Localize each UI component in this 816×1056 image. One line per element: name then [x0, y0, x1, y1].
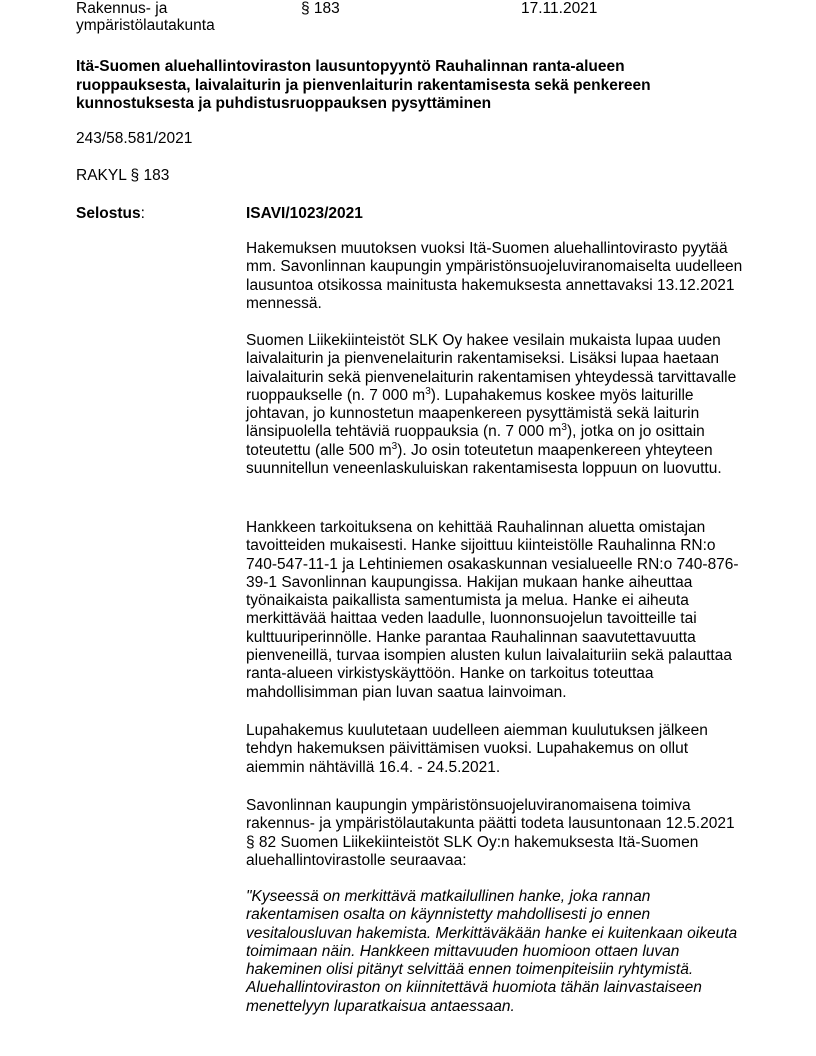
case-id: ISAVI/1023/2021 [246, 205, 363, 222]
paragraph-board-decision: Savonlinnan kaupungin ympäristönsuojeluviranomaisena toimiva rakennus- ja ympäristölautakunta päätti todeta lausuntonaan 12.5.2021 § 82 Suomen Liikekiinteistöt SLK Oy:n hakemuksesta Itä-Suomen aluehallintovirastolle seuraavaa: [246, 797, 735, 869]
header-date: 17.11.2021 [521, 0, 598, 17]
p2-part-c: ), jotka on jo osittain toteutettu (alle 500 m [246, 423, 705, 459]
header-board-name: Rakennus- ja ympäristölautakunta [76, 0, 215, 34]
paragraph-announcement: Lupahakemus kuulutetaan uudelleen aiemman kuulutuksen jälkeen tehdyn hakemuksen päivittämisen vuoksi. Lupahakemus on ollut aiemmin nähtävillä 16.4. - 24.5.2021. [246, 722, 708, 776]
selostus-label-text: Selostus [76, 205, 141, 222]
p2-part-d: ). Jo osin toteutetun maapenkereen yhteyteen suunnitellun veneenlaskuluiskan rakentamisesta loppuun on luovuttu. [246, 441, 722, 478]
superscript-3: 3 [425, 385, 431, 397]
header-section-number: § 183 [301, 0, 340, 17]
p2-part-b: ). Lupahakemus koskee myös laiturille johtavan, jo kunnostetun maapenkereen pysyttämistä sekä laiturin länsipuolella tehtäviä ruoppauksia (n. 7 000 m [246, 386, 700, 441]
paragraph-statement-quote: "Kyseessä on merkittävä matkailullinen hanke, joka rannan rakentamisen osalta on käynnistetty mahdollisesti jo ennen vesitalousluvan hakemista. Merkittäväkään hanke ei kuitenkaan oikeuta toimimaan näin. Hankkeen mittavuuden huomioon ottaen luvan hakeminen olisi pitänyt selvittää ennen toimenpiteisiin ryhtymistä. Aluehallintoviraston on kiinnitettävä huomiota tähän lainvastaiseen menettelyyn luparatkaisua antaessaan. [246, 888, 738, 1015]
paragraph-project-purpose: Hankkeen tarkoituksena on kehittää Rauhalinnan aluetta omistajan tavoitteiden mukaisesti. Hanke sijoittuu kiinteistölle Rauhalinna RN:o 740-547-11-1 ja Lehtiniemen osakaskunnan vesialueelle RN:o 740-876-39-1 Savonlinnan kaupungissa. Hakijan mukaan hanke aiheuttaa työnaikaista paikallista samentumista ja melua. Hanke ei aiheuta merkittävää haittaa veden laadulle, luonnonsuojelun tavoitteille tai kulttuuriperinnölle. Hanke parantaa Rauhalinnan saavutettavuutta pienveneillä, turvaa isompien alusten kulun laivalaituriin sekä palauttaa ranta-alueen virkistyskäyttöön. Hanke on tarkoitus toteuttaa mahdollisimman pian luvan saatua lainvoiman. [246, 519, 739, 701]
p2-part-a: Suomen Liikekiinteistöt SLK Oy hakee vesilain mukaista lupaa uuden laivalaiturin ja pienvenelaiturin rakentamiseksi. Lisäksi lupaa haetaan laivalaiturin sekä pienvenelaiturin rakentamisen yhteydessä tarvittavalle ruoppaukselle (n. 7 000 m [246, 332, 737, 404]
selostus-label: Selostus: [76, 205, 145, 222]
paragraph-application [246, 332, 746, 478]
reference-number: 243/58.581/2021 [76, 130, 193, 147]
paragraph-request: Hakemuksen muutoksen vuoksi Itä-Suomen aluehallintovirasto pyytää mm. Savonlinnan kaupungin ympäristönsuojeluviranomaiselta uudelleen lausuntoa otsikossa mainitusta hakemuksesta annettavaksi 13.12.2021 mennessä. [246, 240, 743, 312]
document-title: Itä-Suomen aluehallintoviraston lausuntopyyntö Rauhalinnan ranta-alueen ruoppauksesta, laivalaiturin ja pienvenlaiturin rakentamisesta sekä penkereen kunnostuksesta ja puhdistusruoppauksen pysyttäminen [76, 58, 651, 112]
superscript-3: 3 [561, 422, 567, 434]
superscript-3: 3 [391, 440, 398, 452]
rakyl-reference: RAKYL § 183 [76, 167, 170, 184]
